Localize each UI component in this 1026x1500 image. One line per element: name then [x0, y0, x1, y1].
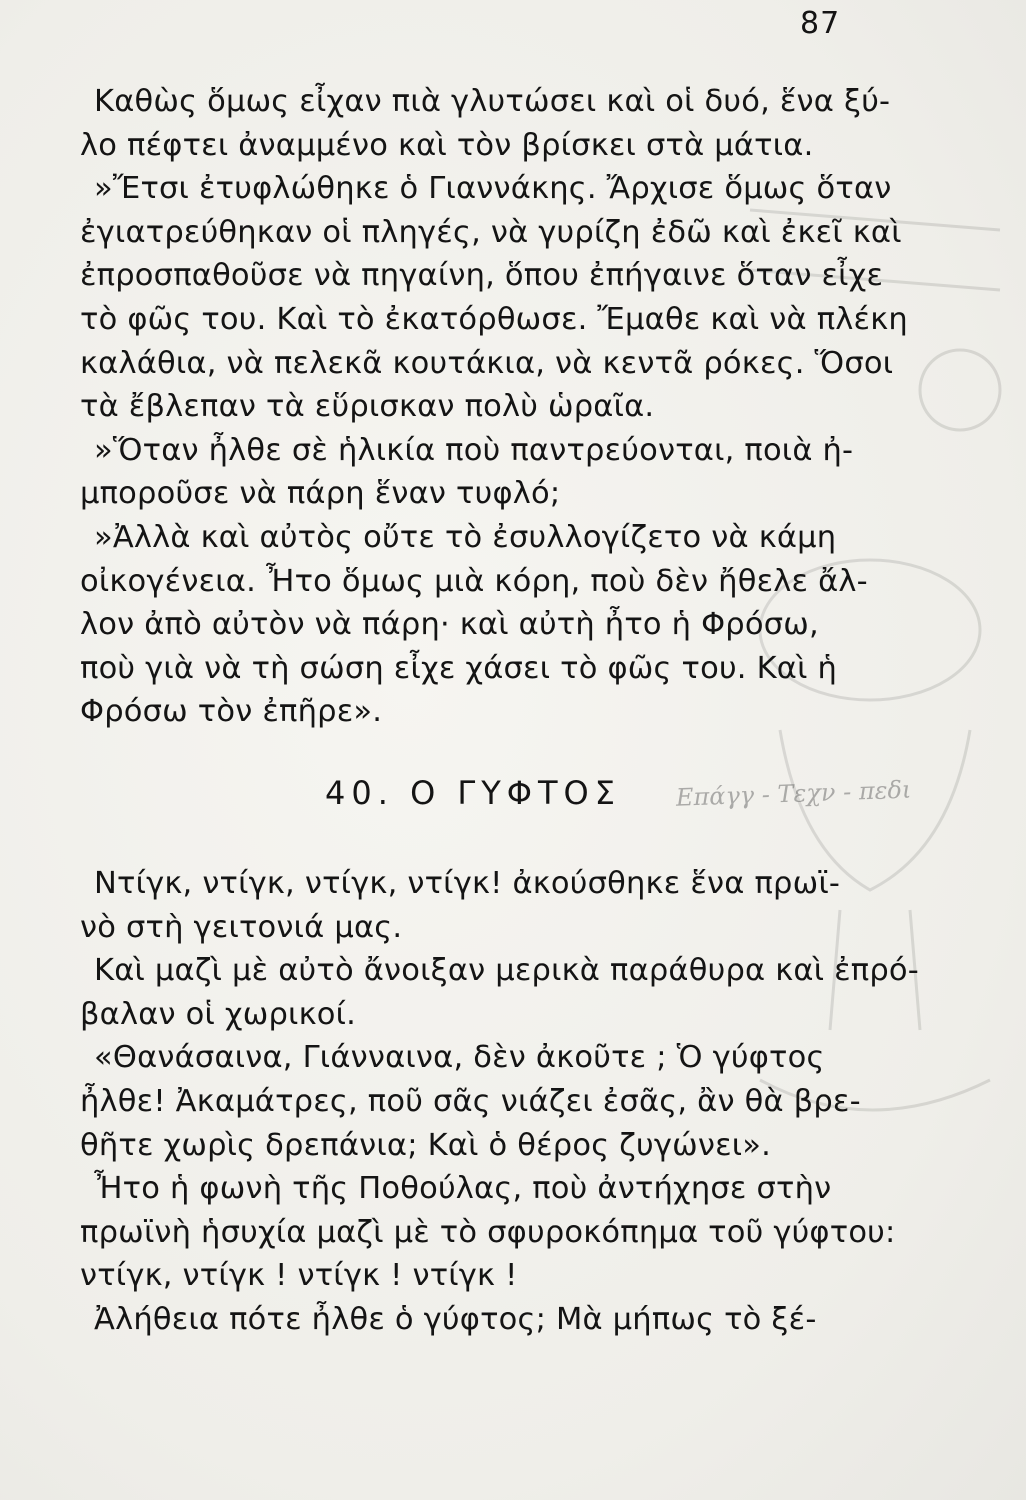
text-line: ἦλθε! Ἀκαμάτρες, ποῦ σᾶς νιάζει ἐσᾶς, ἂν θὰ βρε- [80, 1083, 861, 1119]
text-line: ποὺ γιὰ νὰ τὴ σώση εἶχε χάσει τὸ φῶς του. Καὶ ἡ [80, 650, 838, 686]
text-line: Φρόσω τὸν ἐπῆρε». [80, 694, 383, 730]
text-line: λο πέφτει ἀναμμένο καὶ τὸν βρίσκει στὰ μάτια. [80, 127, 814, 163]
text-line: »Ἔτσι ἐτυφλώθηκε ὁ Γιαννάκης. Ἄρχισε ὅμως ὅταν [94, 171, 892, 207]
text-line: Ἦτο ἡ φωνὴ τῆς Ποθούλας, ποὺ ἀντήχησε στὴν [94, 1171, 832, 1207]
text-line: Καὶ μαζὶ μὲ αὐτὸ ἄνοιξαν μερικὰ παράθυρα καὶ ἐπρό- [94, 953, 919, 989]
text-line: Ἀλήθεια πότε ἦλθε ὁ γύφτος; Μὰ μήπως τὸ ξέ- [94, 1301, 817, 1337]
text-line: νὸ στὴ γειτονιά μας. [80, 909, 403, 945]
text-line: ἐγιατρεύθηκαν οἱ πληγές, νὰ γυρίζη ἐδῶ καὶ ἐκεῖ καὶ [80, 214, 902, 250]
paragraph-block-chapter-40 [80, 862, 919, 1342]
text-line: μποροῦσε νὰ πάρη ἕναν τυφλό; [80, 476, 561, 512]
text-line: οἰκογένεια. Ἦτο ὅμως μιὰ κόρη, ποὺ δὲν ἤθελε ἄλ- [80, 563, 868, 599]
text-line: »Ὅταν ἦλθε σὲ ἡλικία ποὺ παντρεύονται, ποιὰ ἠ- [94, 432, 854, 468]
margin-note-text: Επάγγ - Τεχν - πεδι [675, 775, 912, 812]
text-line: καλάθια, νὰ πελεκᾶ κουτάκια, νὰ κεντᾶ ρόκες. Ὅσοι [80, 345, 894, 381]
text-line: λον ἀπὸ αὐτὸν νὰ πάρη· καὶ αὐτὴ ἦτο ἡ Φρόσω, [80, 607, 819, 643]
text-line: »Ἀλλὰ καὶ αὐτὸς οὔτε τὸ ἐσυλλογίζετο νὰ κάμη [94, 519, 837, 555]
handwritten-margin-note [672, 766, 1022, 824]
text-line: πρωϊνὴ ἡσυχία μαζὶ μὲ τὸ σφυροκόπημα τοῦ γύφτου: [80, 1214, 896, 1250]
text-line: Καθὼς ὅμως εἶχαν πιὰ γλυτώσει καὶ οἱ δυό, ἕνα ξύ- [94, 84, 891, 119]
chapter-heading: 40. Ο ΓΥΦΤΟΣ [325, 774, 621, 812]
text-line: «Θανάσαινα, Γιάνναινα, δὲν ἀκοῦτε ; Ὁ γύφτος [94, 1040, 825, 1076]
page-number: 87 [800, 6, 841, 41]
text-line: ντίγκ, ντίγκ ! ντίγκ ! ντίγκ ! [80, 1258, 518, 1294]
text-line: τὸ φῶς του. Καὶ τὸ ἐκατόρθωσε. Ἔμαθε καὶ νὰ πλέκη [80, 301, 908, 337]
text-line: βαλαν οἱ χωρικοί. [80, 996, 357, 1032]
text-line: θῆτε χωρὶς δρεπάνια; Καὶ ὁ θέρος ζυγώνει». [80, 1127, 772, 1163]
text-line: ἐπροσπαθοῦσε νὰ πηγαίνη, ὅπου ἐπήγαινε ὅταν εἶχε [80, 258, 884, 294]
paragraph-block-story-end [80, 80, 908, 734]
text-line: Ντίγκ, ντίγκ, ντίγκ, ντίγκ! ἀκούσθηκε ἕνα πρωϊ- [94, 866, 841, 901]
text-line: τὰ ἔβλεπαν τὰ εὕρισκαν πολὺ ὡραῖα. [80, 389, 655, 425]
